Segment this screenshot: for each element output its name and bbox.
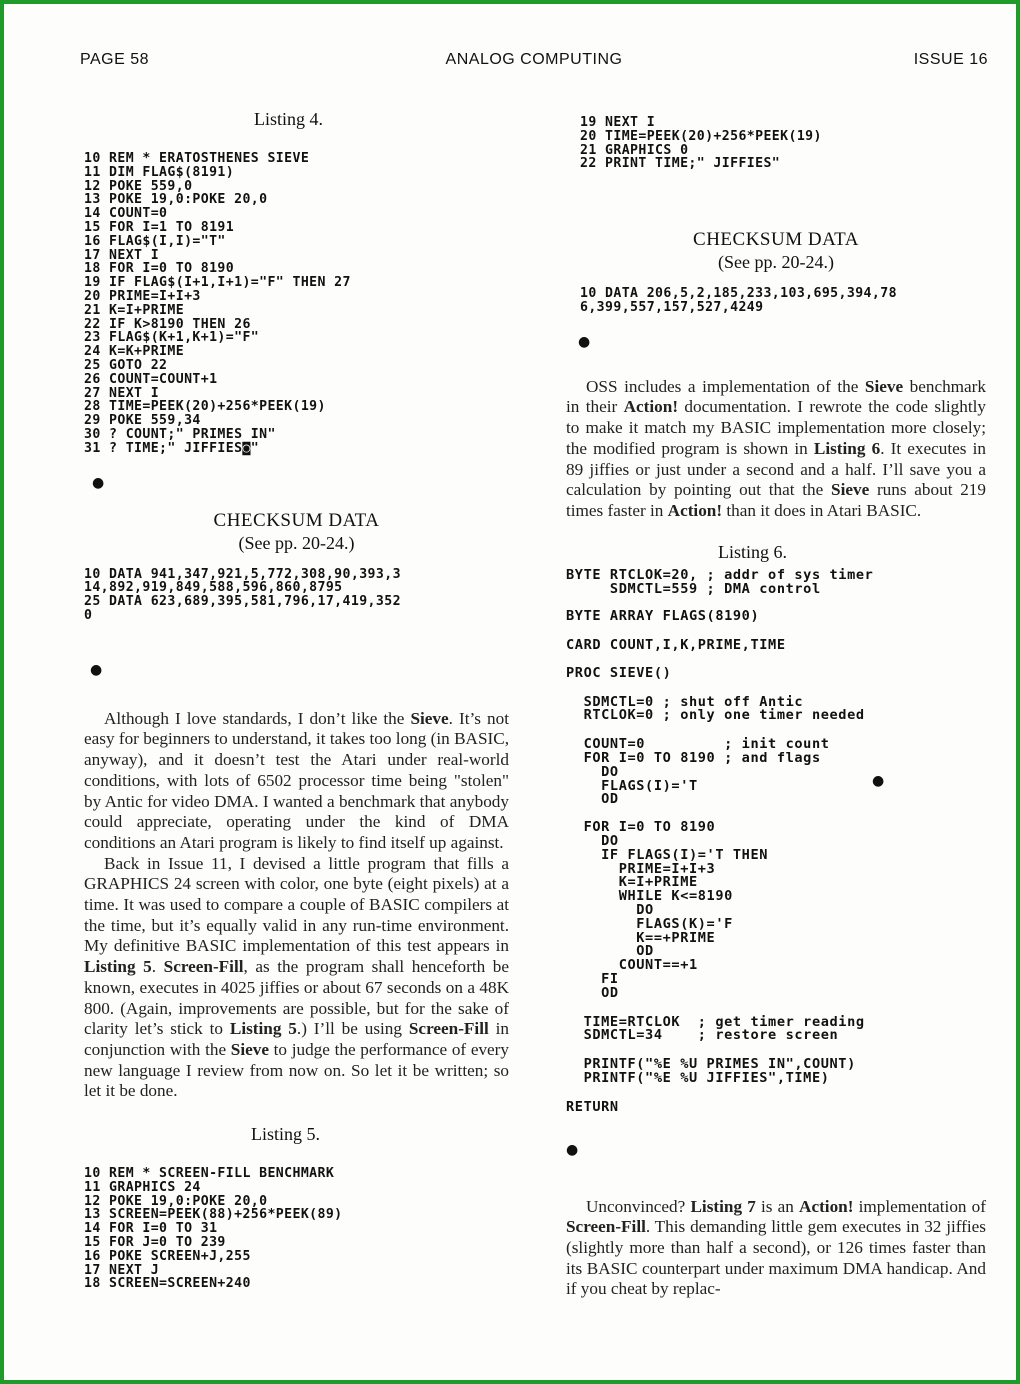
section-bullet: ●	[566, 1141, 579, 1158]
checksum-code: 10 DATA 206,5,2,185,233,103,695,394,78 6,399,557,157,527,4249	[580, 286, 897, 315]
listing5-title: Listing 5.	[251, 1124, 321, 1145]
paragraph: OSS includes a implementation of the Sieve benchmark in their Action! documentation. I rewrote the code slightly to make it match my BASIC implementation more closely; the modified program is shown in Listing 6. It executes in 89 jiffies or just under a second and a half. I’ll save you a calculation by pointing out that the Sieve runs about 219 times faster in Action! than it does in Atari BASIC.	[566, 376, 986, 520]
emphasis: Action!	[799, 1196, 854, 1216]
listing6-code-line: BYTE RTCLOK=20, ; addr of sys timer SDMCTL=559 ; DMA control	[566, 566, 874, 597]
page-number: PAGE 58	[80, 51, 150, 68]
checksum-block-2	[566, 229, 986, 315]
right-column	[566, 116, 986, 1300]
emphasis: Action!	[667, 501, 723, 520]
listing5-code: 10 REM * SCREEN-FILL BENCHMARK 11 GRAPHICS 24 12 POKE 19,0:POKE 20,0 13 SCREEN=PEEK(88)+256*PEEK(89) 14 FOR I=0 TO 31 15 FOR J=0 TO 239 16 POKE SCREEN+J,255 17 NEXT J 18 SCREEN=SCREEN+240	[84, 1166, 343, 1292]
listing6-code	[566, 566, 986, 1115]
listing6-code-line: PRINTF("%E %U PRIMES IN",COUNT) PRINTF("%E %U JIFFIES",TIME)	[583, 1056, 856, 1087]
emphasis: Sieve	[831, 480, 870, 500]
emphasis: Listing 6	[813, 438, 881, 458]
checksum-block-1	[84, 510, 509, 623]
section-bullet: ●	[578, 333, 591, 350]
listing6-code-line: SDMCTL=0 ; shut off Antic RTCLOK=0 ; only one timer needed	[583, 693, 865, 724]
section-bullet: ●	[92, 474, 105, 491]
checksum-title: CHECKSUM DATA	[213, 509, 380, 531]
magazine-title: ANALOG COMPUTING	[445, 51, 623, 68]
listing4-title: Listing 4.	[254, 109, 324, 129]
emphasis: Listing 5	[84, 957, 152, 977]
emphasis: Sieve	[230, 1039, 269, 1059]
section-bullet: ●	[90, 661, 103, 678]
listing6-code-line: COUNT=0 ; init count FOR I=0 TO 8190 ; and flags DO FLAGS(I)='T OD	[583, 736, 830, 808]
paragraph: Although I love standards, I don’t like the Sieve. It’s not easy for beginners to understand, it takes too long (in BASIC, anyway), and it doesn’t test the Atari under real-world conditions, with lots of 6502 processor time being "stolen" by Antic for video DMA. I wanted a benchmark that anybody could appreciate, operating under the kind of DMA conditions an Atari program is likely to find itself up against.	[84, 708, 509, 852]
emphasis: Screen-Fill	[566, 1217, 646, 1237]
checksum-subtitle: (See pp. 20-24.)	[238, 532, 355, 553]
emphasis: Sieve	[864, 376, 904, 396]
checksum-title: CHECKSUM DATA	[693, 229, 859, 251]
emphasis: Screen-Fill	[163, 957, 244, 977]
body-text-right-2	[566, 1197, 986, 1301]
checksum-code: 10 DATA 941,347,921,5,772,308,90,393,3 14,892,919,849,588,596,860,8795 25 DATA 623,689,395,581,796,17,419,352 0	[84, 566, 401, 623]
issue-number: ISSUE 16	[913, 51, 988, 68]
emphasis: Listing 5	[229, 1019, 297, 1039]
emphasis: Listing 7	[690, 1196, 756, 1216]
page-header	[80, 51, 988, 73]
emphasis: Sieve	[410, 708, 449, 728]
checksum-subtitle: (See pp. 20-24.)	[718, 252, 834, 273]
paragraph: Back in Issue 11, I devised a little program that fills a GRAPHICS 24 screen with color, one byte (eight pixels) at a time. It was used to compare a couple of BASIC compilers at the time, but it’s equally valid in any run-time environment. My definitive BASIC implementation of this test appears in Listing 5. Screen-Fill, as the program shall henceforth be known, executes in 4025 jiffies or about 67 seconds on a 48K 800. (Again, improvements are possible, but for the sake of clarity let’s stick to Listing 5.) I’ll be using Screen-Fill in conjunction with the Sieve to judge the performance of every new language I review from now on. So let it be written; so let it be done.	[84, 853, 509, 1101]
listing6-code-line: FOR I=0 TO 8190 DO IF FLAGS(I)='T THEN PRIME=I+I+3 K=I+PRIME WHILE K<=8190 DO FLAGS(K)='F K==+PRIME OD COUNT==+1 FI OD	[583, 819, 769, 1001]
listing4-code: 10 REM * ERATOSTHENES SIEVE 11 DIM FLAG$(8191) 12 POKE 559,0 13 POKE 19,0:POKE 20,0 14 COUNT=0 15 FOR I=1 TO 8191 16 FLAG$(I,I)="T" 17 NEXT I 18 FOR I=0 TO 8190 19 IF FLAG$(I+1,I+1)="F" THEN 27 20 PRIME=I+I+3 21 K=I+PRIME 22 IF K>8190 THEN 26 23 FLAG$(K+1,K+1)="F" 24 K=K+PRIME 25 GOTO 22 26 COUNT=COUNT+1 27 NEXT I 28 TIME=PEEK(20)+256*PEEK(19) 29 POKE 559,34 30 ? COUNT;" PRIMES IN" 31 ? TIME;" JIFFIES◙"	[84, 151, 351, 456]
emphasis: Action!	[623, 397, 679, 417]
body-text-right-1	[566, 377, 986, 522]
left-column	[84, 109, 509, 1291]
listing6-code-line: BYTE ARRAY FLAGS(8190)	[566, 608, 760, 625]
section-bullet: ●	[872, 772, 885, 789]
emphasis: Screen-Fill	[408, 1019, 489, 1039]
listing6-code-line: PROC SIEVE()	[566, 664, 672, 681]
listing6-code-line: TIME=RTCLOK ; get timer reading SDMCTL=34 ; restore screen	[583, 1013, 865, 1044]
listing5-continued-code: 19 NEXT I 20 TIME=PEEK(20)+256*PEEK(19) 21 GRAPHICS 0 22 PRINT TIME;" JIFFIES"	[580, 115, 822, 172]
listing6-title: Listing 6.	[718, 541, 788, 562]
body-text-left	[84, 709, 509, 1102]
paragraph: Unconvinced? Listing 7 is an Action! implementation of Screen-Fill. This demanding little gem executes in 32 jiffies (slightly more than half a second), or 126 times faster than its BASIC counterpart under maximum DMA handicap. And if you cheat by replac-	[566, 1196, 986, 1299]
listing6-code-line: RETURN	[566, 1098, 619, 1115]
listing6-code-line: CARD COUNT,I,K,PRIME,TIME	[566, 637, 786, 654]
